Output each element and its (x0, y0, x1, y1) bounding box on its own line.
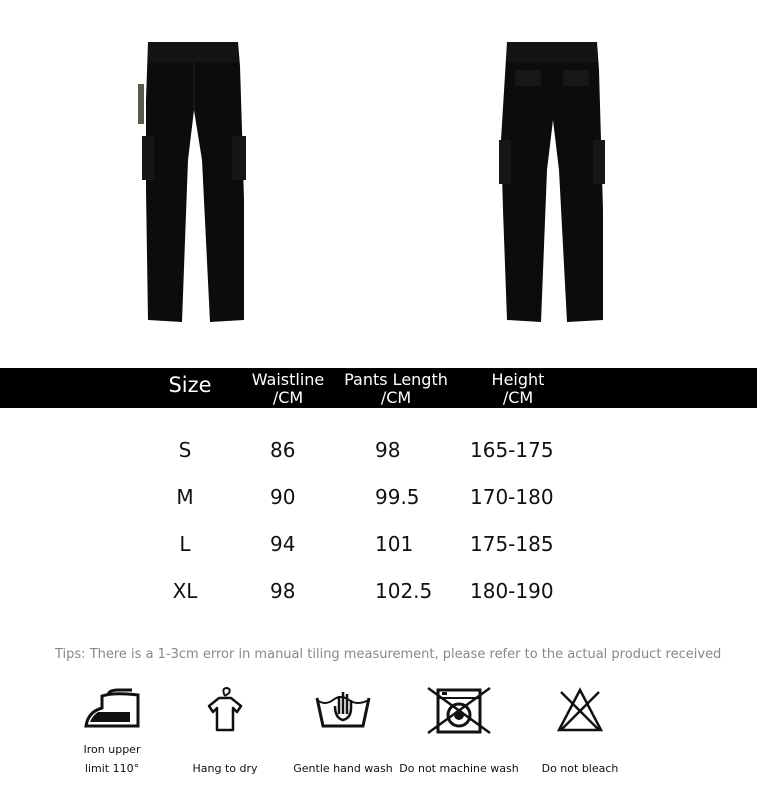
header-height-label: Height (491, 370, 545, 389)
care-iron (64, 686, 160, 778)
cell-size: S (178, 438, 192, 462)
table-row (0, 485, 757, 515)
iron-icon (82, 686, 142, 734)
size-table-header (0, 368, 757, 408)
cell-pants-length: 99.5 (375, 485, 420, 509)
front-pants-image (136, 40, 248, 324)
header-pants-length-unit: /CM (380, 388, 412, 407)
cell-height: 165-175 (470, 438, 554, 462)
header-waistline-label: Waistline (251, 370, 325, 389)
hand-wash-icon (313, 686, 373, 734)
cell-pants-length: 98 (375, 438, 401, 462)
care-no-bleach (530, 686, 630, 778)
care-hang-label: Hang to dry (192, 762, 258, 775)
table-row (0, 438, 757, 468)
cell-waistline: 86 (270, 438, 296, 462)
care-hand-wash-label: Gentle hand wash (293, 762, 393, 775)
table-row (0, 579, 757, 609)
care-no-machine-wash (398, 686, 520, 778)
cell-size: L (179, 532, 191, 556)
header-height-unit: /CM (502, 388, 534, 407)
header-waistline-unit: /CM (272, 388, 304, 407)
back-pants-image (497, 40, 609, 324)
measurement-tips: Tips: There is a 1-3cm error in manual tiling measurement, please refer to the actual product received (55, 647, 722, 662)
header-waistline (244, 371, 332, 407)
header-pants-length (340, 371, 452, 407)
cell-pants-length: 102.5 (375, 579, 433, 603)
cell-size: XL (172, 579, 198, 603)
cell-waistline: 90 (270, 485, 296, 509)
cell-pants-length: 101 (375, 532, 414, 556)
cell-height: 175-185 (470, 532, 554, 556)
care-hand-wash (290, 686, 396, 778)
no-bleach-icon (555, 686, 605, 734)
cell-size: M (176, 485, 194, 509)
table-row (0, 532, 757, 562)
cell-waistline: 98 (270, 579, 296, 603)
care-no-machine-label: Do not machine wash (399, 762, 519, 775)
care-iron-label-line1: Iron upper (83, 743, 141, 756)
care-hang-dry (180, 686, 270, 778)
header-pants-length-label: Pants Length (344, 370, 448, 389)
no-machine-wash-icon (424, 686, 494, 734)
cell-height: 180-190 (470, 579, 554, 603)
header-size: Size (168, 373, 212, 397)
hanger-shirt-icon (203, 686, 247, 734)
cell-waistline: 94 (270, 532, 296, 556)
care-no-bleach-label: Do not bleach (541, 762, 619, 775)
cell-height: 170-180 (470, 485, 554, 509)
header-height (478, 371, 558, 407)
care-iron-label-line2: limit 110° (84, 762, 140, 775)
